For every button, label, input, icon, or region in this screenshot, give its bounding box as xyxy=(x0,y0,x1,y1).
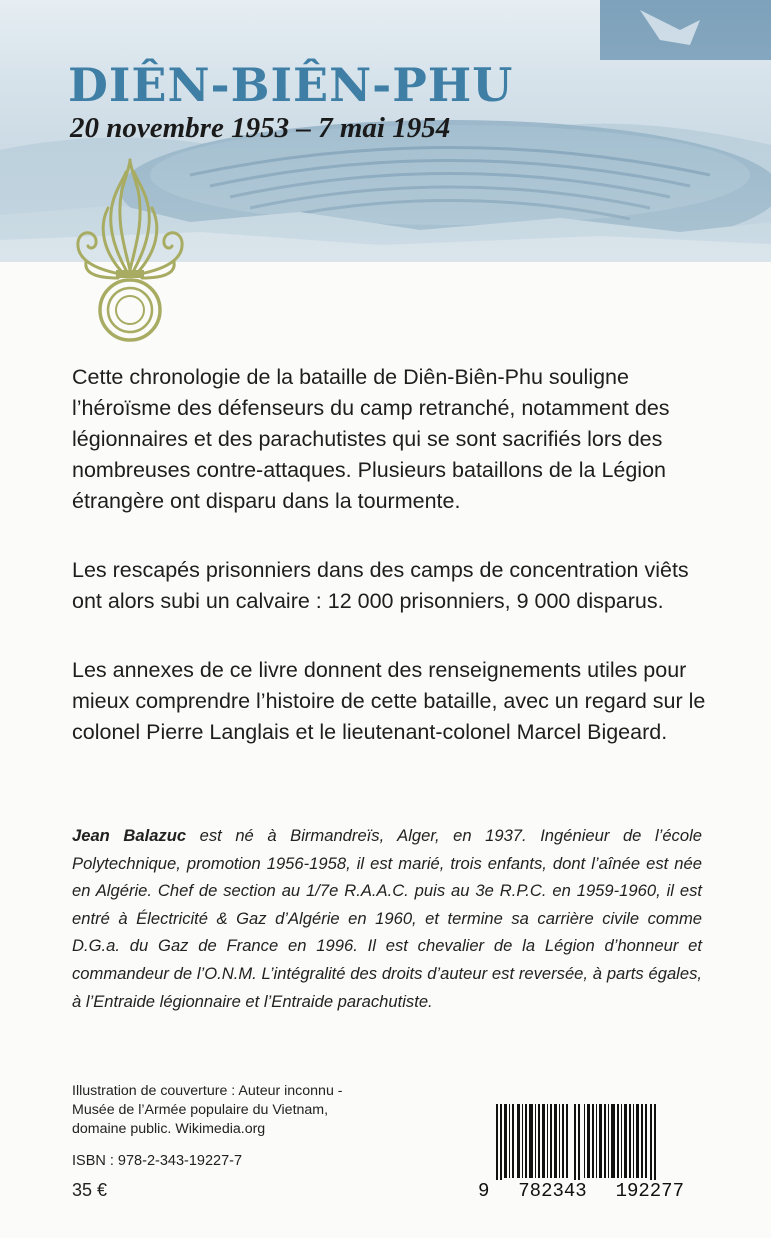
back-cover-blurb xyxy=(72,362,712,786)
barcode-group-2: 192277 xyxy=(615,1180,684,1202)
author-bio xyxy=(72,822,702,1015)
barcode-lead-digit: 9 xyxy=(478,1180,490,1202)
blurb-paragraph: Les rescapés prisonniers dans des camps de concentration viêts ont alors subi un calvaire : 12 000 prisonniers, 9 000 disparus. xyxy=(72,558,689,613)
author-name: Jean Balazuc xyxy=(72,826,187,845)
legion-grenade-emblem-icon xyxy=(64,150,196,350)
illustration-credit: Illustration de couverture : Auteur inconnu - Musée de l’Armée populaire du Vietnam, domaine public. Wikimedia.org xyxy=(72,1083,343,1137)
book-title: DIÊN-BIÊN-PHU xyxy=(68,58,514,112)
barcode-digits xyxy=(478,1180,684,1202)
price: 35 € xyxy=(72,1180,108,1200)
book-dates: 20 novembre 1953 – 7 mai 1954 xyxy=(70,112,451,144)
author-bio-text: est né à Birmandreïs, Alger, en 1937. Ingénieur de l’école Polytechnique, promotion 1956-1958, il est marié, trois enfants, dont l’aînée est née en Algérie. Chef de section au 1/7e R.A.A.C. puis au 3e R.P.C. en 1959-1960, il est entré à Électricité & Gaz d’Algérie en 1960, et termine sa carrière civile comme D.G.a. du Gaz de France en 1996. Il est chevalier de la Légion d’honneur et commandeur de l’O.N.M. L’intégralité des droits d’auteur est reversée, à parts égales, à l’Entraide légionnaire et l’Entraide parachutiste. xyxy=(72,826,702,1011)
blurb-paragraph: Cette chronologie de la bataille de Diên-Biên-Phu souligne l’héroïsme des défenseurs du camp retranché, notamment des légionnaires et des parachutistes qui se sont sacrifiés lors des nombreuses contre-attaques. Plusieurs bataillons de la Légion étrangère ont disparu dans la tourmente. xyxy=(72,365,670,513)
isbn: ISBN : 978-2-343-19227-7 xyxy=(72,1153,243,1169)
barcode-group-1: 782343 xyxy=(518,1180,587,1202)
blurb-paragraph: Les annexes de ce livre donnent des renseignements utiles pour mieux comprendre l’histoire de cette bataille, avec un regard sur le colonel Pierre Langlais et le lieutenant-colonel Marcel Bigeard. xyxy=(72,658,706,744)
